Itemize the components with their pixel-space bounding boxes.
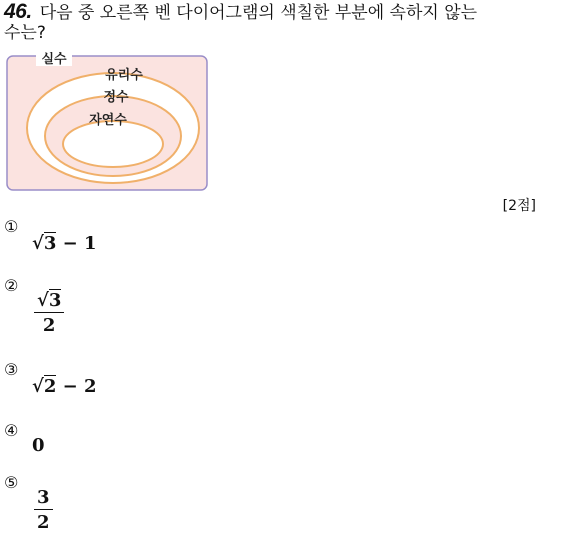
sqrt-symbol: √ [32, 376, 44, 397]
choice-5-mark: ⑤ [4, 473, 19, 492]
sqrt-symbol: √ [32, 233, 44, 254]
choice-4-value: 0 [32, 435, 45, 456]
choice-3-mark: ③ [4, 360, 19, 379]
choice-1-mark: ① [4, 217, 19, 236]
choice-3-radicand: 2 [43, 376, 57, 397]
choice-5-denominator: 2 [37, 512, 50, 533]
choice-4[interactable] [4, 423, 144, 459]
choice-2-mark: ② [4, 276, 19, 295]
choice-2[interactable] [4, 278, 144, 344]
sqrt-symbol: √ [37, 290, 49, 311]
points-label: [2점] [502, 198, 536, 214]
choice-2-expression [34, 290, 64, 336]
integer-label: 정수 [103, 90, 129, 105]
fraction [34, 487, 53, 533]
choice-5-expression [34, 487, 53, 533]
question-text-line1: 다음 중 오른쪽 벤 다이어그램의 색칠한 부분에 속하지 않는 [39, 3, 478, 23]
choice-2-numerator [34, 290, 64, 313]
venn-diagram [6, 52, 209, 192]
choice-3[interactable] [4, 362, 144, 402]
choice-1-radicand: 3 [43, 233, 57, 254]
rational-label: 유리수 [105, 68, 143, 83]
real-numbers-label: 실수 [41, 52, 67, 67]
choice-4-mark: ④ [4, 421, 19, 440]
choice-3-expression [32, 375, 97, 397]
question-number: 46. [4, 0, 32, 23]
question-text-line2: 수는? [4, 23, 46, 43]
choice-1-expression [32, 232, 97, 254]
choice-5-numerator: 3 [34, 487, 53, 510]
question-text [4, 2, 564, 43]
choice-1-rest: − 1 [56, 233, 97, 254]
fraction [34, 290, 64, 336]
choice-3-rest: − 2 [56, 376, 97, 397]
choice-1[interactable] [4, 219, 144, 259]
choice-2-denominator: 2 [42, 315, 56, 336]
natural-label: 자연수 [89, 113, 127, 128]
choice-2-radicand: 3 [48, 290, 62, 311]
choice-5[interactable] [4, 475, 144, 541]
